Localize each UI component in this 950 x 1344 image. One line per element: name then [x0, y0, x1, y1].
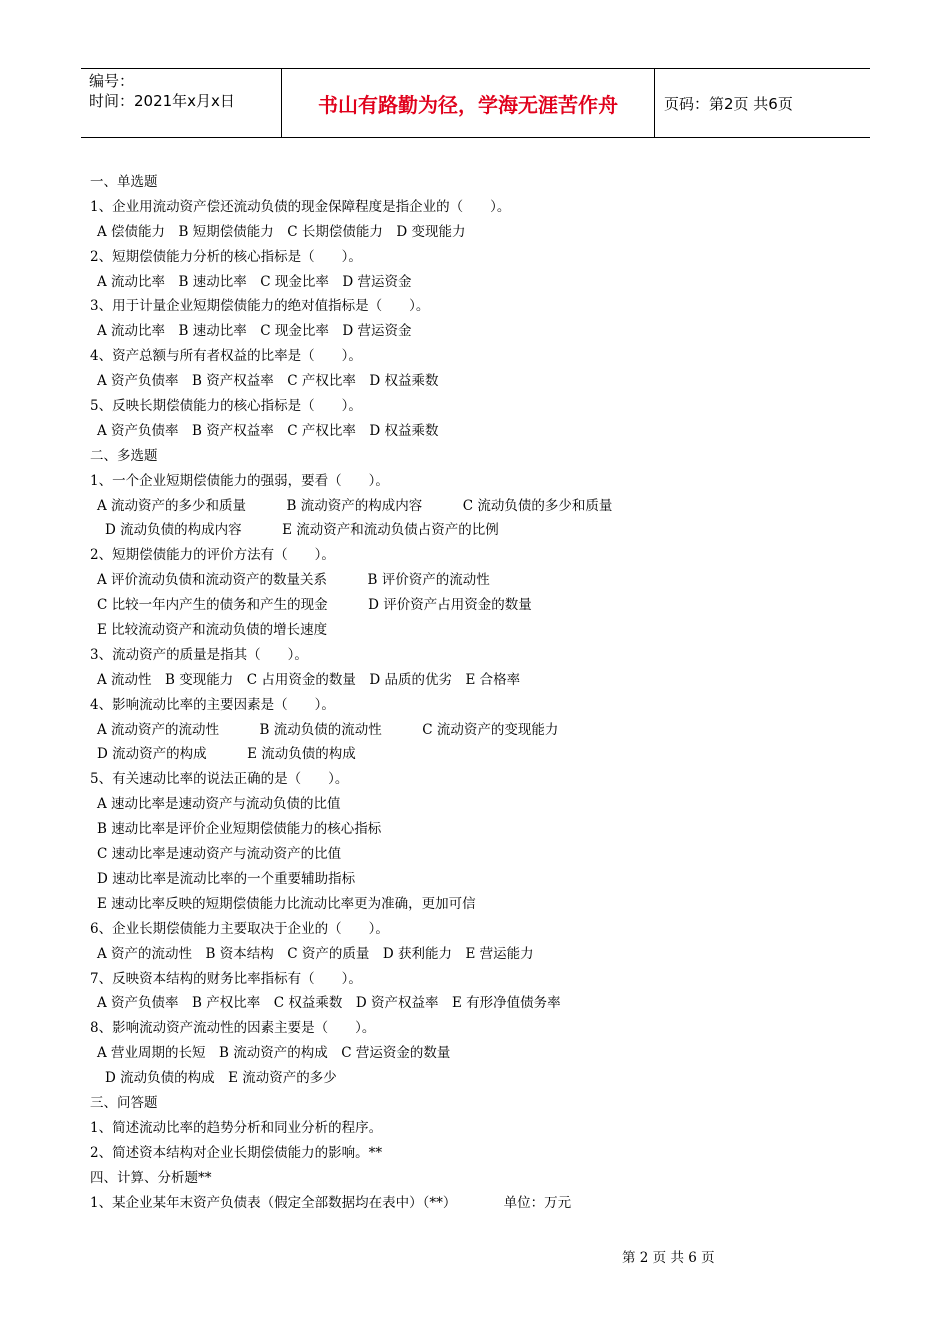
options: E 比较流动资产和流动负债的增长速度: [97, 622, 328, 639]
options: A 流动性 B 变现能力 C 占用资金的数量 D 品质的优劣 E 合格率: [97, 671, 521, 688]
options: A 资产负债率 B 产权比率 C 权益乘数 D 资产权益率 E 有形净值债务率: [97, 995, 561, 1012]
page-header: [81, 68, 870, 138]
options: A 营业周期的长短 B 流动资产的构成 C 营运资金的数量: [97, 1045, 451, 1062]
options: B 速动比率是评价企业短期偿债能力的核心指标: [97, 821, 382, 838]
options: A 偿债能力 B 短期偿债能力 C 长期偿债能力 D 变现能力: [97, 223, 466, 240]
question: 2、短期偿债能力的评价方法有（ ）。: [90, 547, 335, 564]
options: A 流动比率 B 速动比率 C 现金比率 D 营运资金: [97, 323, 412, 340]
header-left-cell: [81, 69, 281, 137]
section-heading: 三、问答题: [90, 1094, 158, 1111]
question: 6、企业长期偿债能力主要取决于企业的（ ）。: [90, 920, 389, 937]
options: A 资产负债率 B 资产权益率 C 产权比率 D 权益乘数: [97, 422, 439, 439]
page-footer: 第 2 页 共 6 页: [622, 1250, 715, 1266]
question: 2、简述资本结构对企业长期偿债能力的影响。**: [90, 1144, 383, 1161]
options: D 流动负债的构成 E 流动资产的多少: [105, 1070, 337, 1087]
options: C 比较一年内产生的债务和产生的现金 D 评价资产占用资金的数量: [97, 597, 532, 614]
section-heading: 二、多选题: [90, 447, 158, 464]
question: 1、简述流动比率的趋势分析和同业分析的程序。: [90, 1119, 383, 1136]
question: 1、一个企业短期偿债能力的强弱，要看（ ）。: [90, 472, 389, 489]
options: A 流动资产的流动性 B 流动负债的流动性 C 流动资产的变现能力: [97, 721, 559, 738]
options: D 流动资产的构成 E 流动负债的构成: [97, 746, 356, 763]
question: 3、流动资产的质量是指其（ ）。: [90, 646, 308, 663]
document-body: [90, 170, 870, 1215]
options: A 评价流动负债和流动资产的数量关系 B 评价资产的流动性: [97, 572, 490, 589]
time-label: 时间：2021年x月x日: [89, 92, 235, 110]
options: A 资产负债率 B 资产权益率 C 产权比率 D 权益乘数: [97, 373, 439, 390]
options: A 资产的流动性 B 资本结构 C 资产的质量 D 获利能力 E 营运能力: [97, 945, 534, 962]
header-motto: 书山有路勤为径，学海无涯苦作舟: [281, 69, 655, 137]
section-heading: 四、计算、分析题**: [90, 1169, 212, 1186]
question: 5、反映长期偿债能力的核心指标是（ ）。: [90, 398, 362, 415]
section-heading: 一、单选题: [90, 174, 158, 190]
options: A 速动比率是速动资产与流动负债的比值: [97, 796, 341, 813]
question: 3、用于计量企业短期偿债能力的绝对值指标是（ ）。: [90, 298, 430, 315]
options: E 速动比率反映的短期偿债能力比流动比率更为准确，更加可信: [97, 895, 476, 912]
number-label: 编号：: [89, 72, 135, 90]
options: D 流动负债的构成内容 E 流动资产和流动负债占资产的比例: [105, 522, 499, 539]
question: 4、资产总额与所有者权益的比率是（ ）。: [90, 348, 362, 365]
options: C 速动比率是速动资产与流动资产的比值: [97, 846, 342, 863]
header-page-code: 页码：第2页 共6页: [664, 94, 793, 113]
options: D 速动比率是流动比率的一个重要辅助指标: [97, 870, 356, 887]
question: 5、有关速动比率的说法正确的是（ ）。: [90, 771, 349, 788]
question: 8、影响流动资产流动性的因素主要是（ ）。: [90, 1020, 376, 1037]
question: 1、企业用流动资产偿还流动负债的现金保障程度是指企业的（ ）。: [90, 198, 511, 215]
question: 1、某企业某年末资产负债表（假定全部数据均在表中）（**） 单位：万元: [90, 1194, 572, 1211]
question: 4、影响流动比率的主要因素是（ ）。: [90, 696, 335, 713]
question: 7、反映资本结构的财务比率指标有（ ）。: [90, 970, 362, 987]
options: A 流动资产的多少和质量 B 流动资产的构成内容 C 流动负债的多少和质量: [97, 497, 613, 514]
question: 2、短期偿债能力分析的核心指标是（ ）。: [90, 248, 362, 265]
options: A 流动比率 B 速动比率 C 现金比率 D 营运资金: [97, 273, 412, 290]
